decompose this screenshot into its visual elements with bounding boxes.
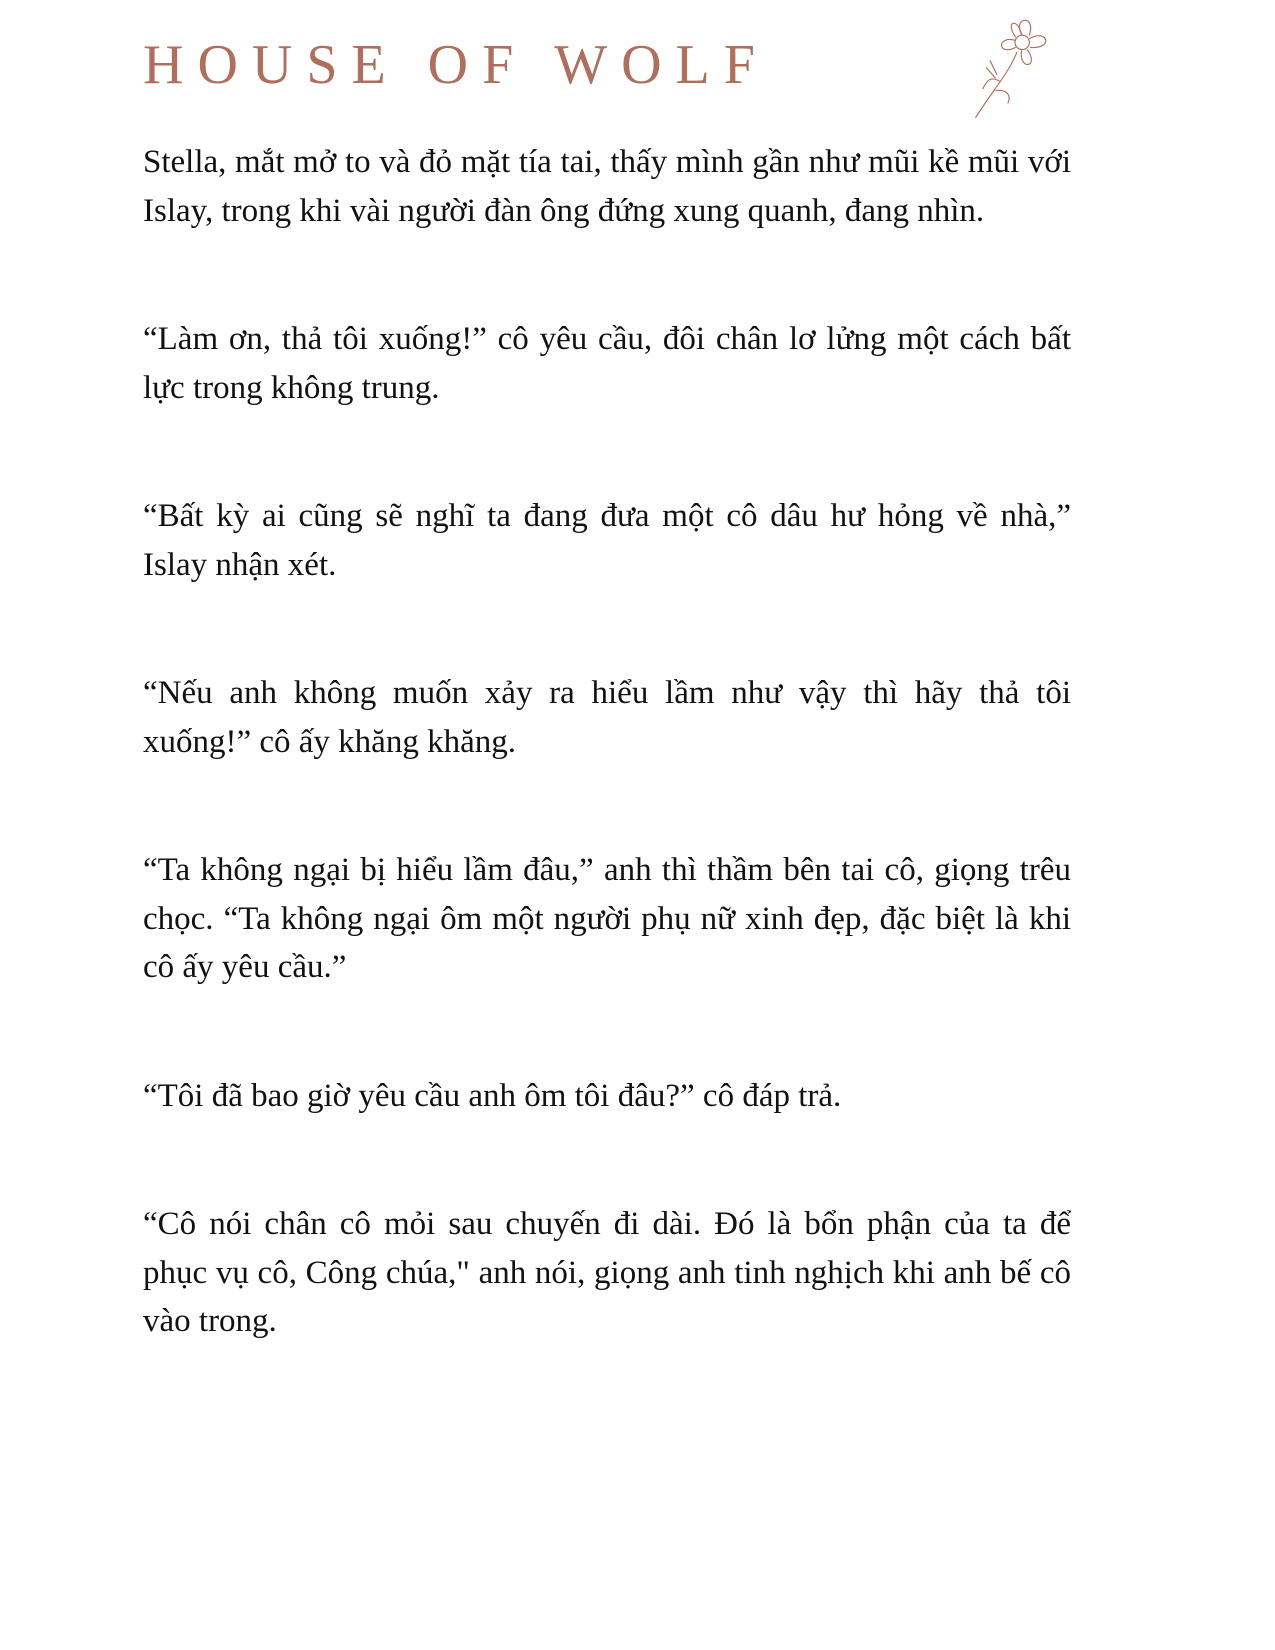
paragraph: “Ta không ngại bị hiểu lầm đâu,” anh thì thầm bên tai cô, giọng trêu chọc. “Ta không ngại ôm một người phụ nữ xinh đẹp, đặc biệt là khi cô ấy yêu cầu.” (143, 852, 1071, 985)
paragraph: “Bất kỳ ai cũng sẽ nghĩ ta đang đưa một cô dâu hư hỏng về nhà,” Islay nhận xét. (143, 498, 1071, 583)
watermark: HOUSE OF WOLF (143, 34, 769, 96)
paragraph: “Tôi đã bao giờ yêu cầu anh ôm tôi đâu?” cô đáp trả. (143, 1077, 842, 1114)
paragraph: “Làm ơn, thả tôi xuống!” cô yêu cầu, đôi chân lơ lửng một cách bất lực trong không trung. (143, 321, 1071, 406)
paragraph: “Cô nói chân cô mỏi sau chuyến đi dài. Đó là bổn phận của ta để phục vụ cô, Công chúa," anh nói, giọng anh tinh nghịch khi anh bế cô vào trong. (143, 1206, 1071, 1339)
paragraph: “Nếu anh không muốn xảy ra hiểu lầm như vậy thì hãy thả tôi xuống!” cô ấy khăng khăng. (143, 675, 1071, 760)
document-body (143, 138, 1071, 1426)
flower-watermark-icon (960, 10, 1070, 125)
paragraph: Stella, mắt mở to và đỏ mặt tía tai, thấy mình gần như mũi kề mũi với Islay, trong khi vài người đàn ông đứng xung quanh, đang nhìn. (143, 144, 1071, 229)
